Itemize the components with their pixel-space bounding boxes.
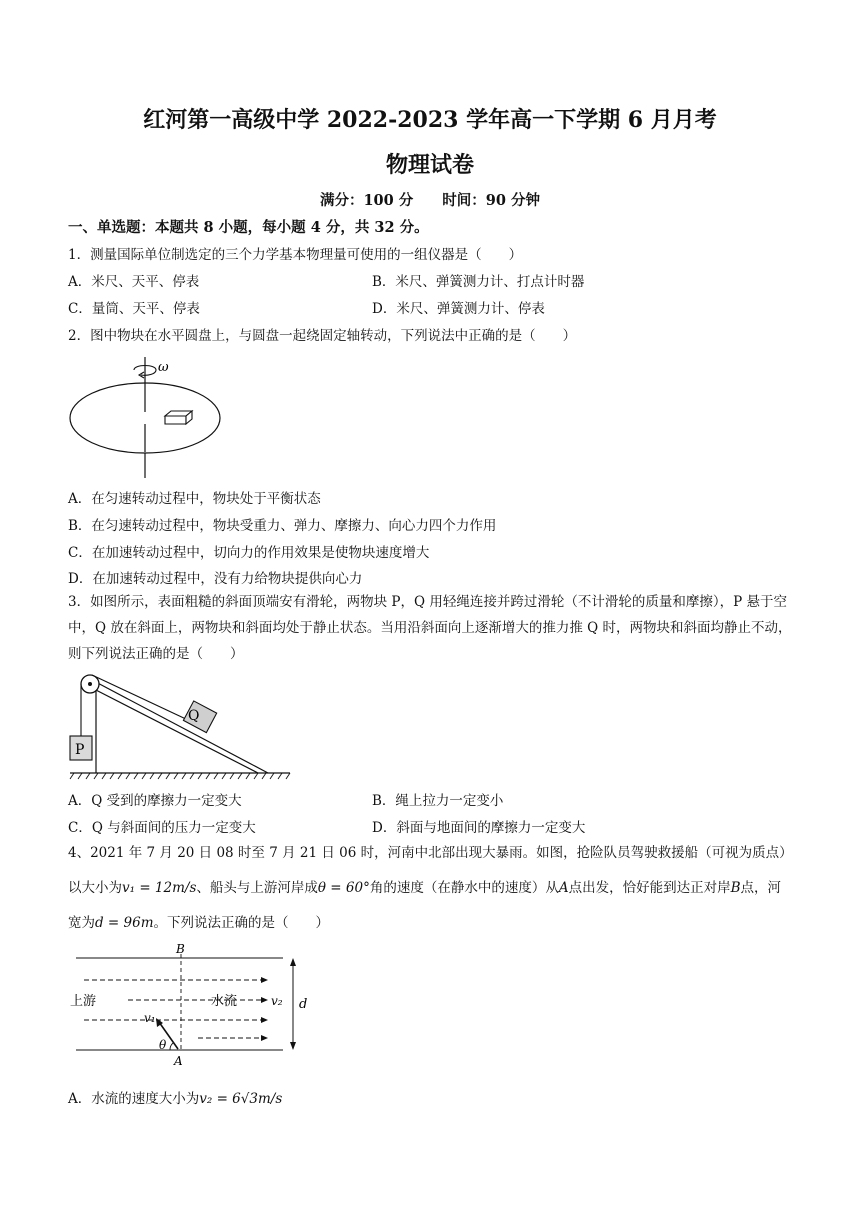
block-on-disc bbox=[165, 411, 192, 424]
v1-expression: v₁ = 12m/s bbox=[122, 880, 197, 896]
q1-stem: 1．测量国际单位制选定的三个力学基本物理量可使用的一组仪器是（ ） bbox=[68, 247, 523, 263]
q2-rotating-disc-figure bbox=[68, 354, 238, 480]
omega-label: ω bbox=[158, 360, 169, 375]
q3-incline-pulley-figure bbox=[68, 672, 294, 784]
q4-stem: 4、2021 年 7 月 20 日 08 时至 7 月 21 日 06 时，河南中北部出现大暴雨。如图，抢险队员驾驶救援船（可视为质点）以大小为v₁ = 12m/s、船头与上游河岸成θ = 60°角的速度（在静水中的速度）从A点出发，恰好能到达正对岸B点，河宽为d = 96m。下列说法正确的是（ ） bbox=[68, 845, 793, 931]
q2-stem: 2．图中物块在水平圆盘上，与圆盘一起绕固定轴转动，下列说法中正确的是（ ） bbox=[68, 328, 577, 344]
theta-label: θ bbox=[159, 1038, 167, 1052]
q1-option-a: A．米尺、天平、停表 bbox=[68, 274, 200, 290]
section-heading: 一、单选题：本题共 8 小题，每小题 4 分，共 32 分。 bbox=[68, 219, 429, 236]
score-time-info: 满分：100 分 时间：90 分钟 bbox=[319, 192, 541, 209]
exam-title: 红河第一高级中学 2022-2023 学年高一下学期 6 月月考 bbox=[143, 107, 717, 133]
exam-subject: 物理试卷 bbox=[385, 152, 474, 178]
q2-option-b: B．在匀速转动过程中，物块受重力、弹力、摩擦力、向心力四个力作用 bbox=[68, 518, 497, 534]
block-p-label: P bbox=[75, 742, 85, 758]
theta-arc bbox=[170, 1043, 173, 1050]
theta-expression: θ = 60° bbox=[317, 880, 370, 896]
q3-option-b: B．绳上拉力一定变小 bbox=[372, 793, 504, 809]
q3-option-a: A．Q 受到的摩擦力一定变大 bbox=[68, 793, 242, 809]
block-q bbox=[181, 700, 216, 733]
d-label: d bbox=[299, 997, 308, 1012]
q3-stem: 3．如图所示，表面粗糙的斜面顶端安有滑轮，两物块 P，Q 用轻绳连接并跨过滑轮（不计滑轮的质量和摩擦），P 悬于空中，Q 放在斜面上，两物块和斜面均处于静止状态。当用沿斜面向上逐渐增大的推力推 Q 时，两物块和斜面均静止不动，则下列说法正确的是（ ） bbox=[68, 594, 792, 662]
d-expression: d = 96m bbox=[95, 915, 154, 931]
point-b-label: B bbox=[176, 942, 185, 956]
upstream-label: 上游 bbox=[70, 994, 97, 1009]
incline-surface bbox=[92, 680, 268, 773]
v2-label: v₂ bbox=[271, 994, 283, 1008]
point-a-label: A bbox=[174, 1054, 183, 1068]
q3-option-c: C．Q 与斜面间的压力一定变大 bbox=[68, 820, 256, 836]
q4-river-crossing-figure bbox=[68, 942, 318, 1068]
q2-option-c: C．在加速转动过程中，切向力的作用效果是使物块速度增大 bbox=[68, 545, 430, 561]
q4-option-a: A．水流的速度大小为v₂ = 6√3m/s bbox=[68, 1091, 283, 1107]
flow-arrows bbox=[84, 980, 264, 1038]
v2-expression: v₂ = 6√3m/s bbox=[199, 1091, 283, 1107]
q3-option-d: D．斜面与地面间的摩擦力一定变大 bbox=[372, 820, 586, 836]
q1-option-d: D．米尺、弹簧测力计、停表 bbox=[372, 301, 545, 317]
v1-label: v₁ bbox=[144, 1011, 156, 1025]
q2-option-d: D．在加速转动过程中，没有力给物块提供向心力 bbox=[68, 571, 363, 587]
q1-option-c: C．量筒、天平、停表 bbox=[68, 301, 200, 317]
q2-option-a: A．在匀速转动过程中，物块处于平衡状态 bbox=[68, 491, 321, 507]
block-q-label: Q bbox=[188, 708, 200, 724]
flow-label: 水流 bbox=[211, 994, 238, 1009]
q1-option-b: B．米尺、弹簧测力计、打点计时器 bbox=[372, 274, 585, 290]
